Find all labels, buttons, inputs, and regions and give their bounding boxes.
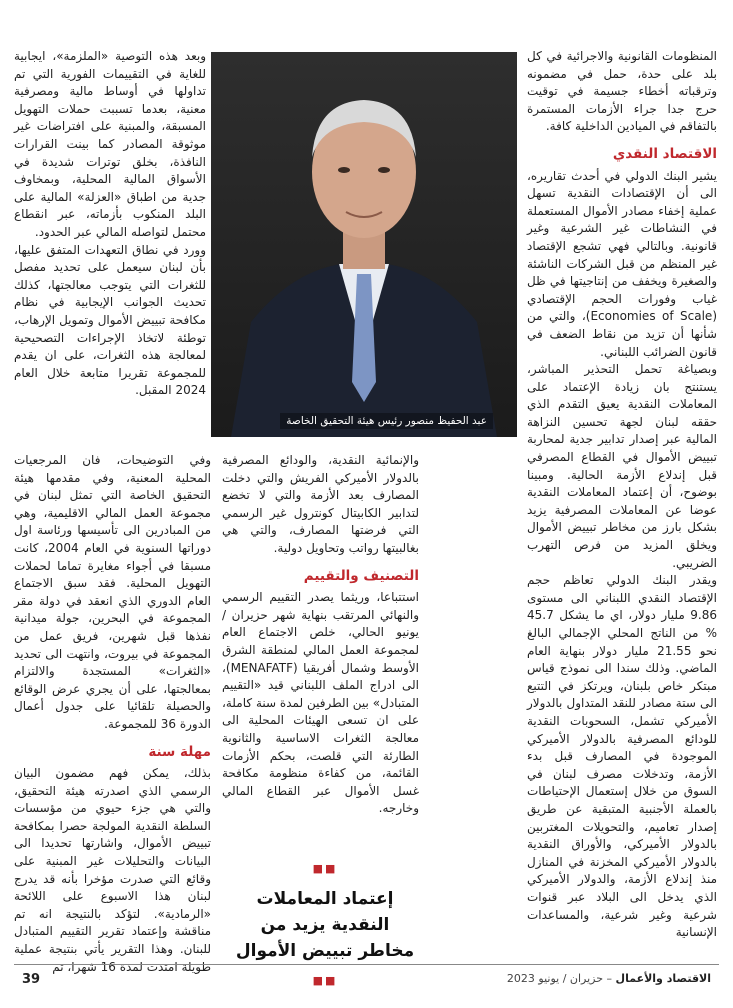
portrait-illustration <box>211 52 517 437</box>
page-footer <box>0 964 733 994</box>
paragraph: وبصياغة تحمل التحذير المباشر، يستنتج بان زيادة الإعتماد على المعاملات النقدية يعيق التقدم الذي حققه لبنان لجهة تحسين النزاهة المالية عبر إصدار تدابير جدية لمحاربة تبييض الأموال في القطاع المصرفي قبل إندلاع الأزمة الحالية. ومبينا بوضوح، أن إعتماد المعاملات النقدية عوضا عن المعاملات المصرفية يزيد بشكل بارز من مخاطر تبييض الأموال ويخلق المزيد من فرص التهرب الضريبي. <box>527 362 717 570</box>
photo-caption: عبد الحفيظ منصور رئيس هيئة التحقيق الخاصة <box>280 413 493 429</box>
paragraph: ويقدر البنك الدولي تعاظم حجم الإقتصاد النقدي اللبناني الى مستوى 9.86 مليار دولار، اي ما يشكل 45.7 % من الناتج المحلي الإجمالي البالغ نحو 21.55 مليار دولار بنهاية العام الماضي. وذلك سندا الى نموذج قياس مبتكر خاص بلبنان، ويرتكز في التتبع الى ستة مصادر للنقد المتداول بالدولار الأميركي تشمل، السحوبات النقدية للودائع المصرفية بالدولار الأميركي الموجودة في المصارف قبل بدء الأزمة، وتدخلات مصرف لبنان في السوق من خلال إستعمال الإحتياطات بالعملة الأجنبية المتبقية عن طريق إصدار تعاميم، والتحويلات المغتربين بالدولار الأميركي، والأوراق النقدية بالدولار الأميركي المخزنة في المنازل منذ إندلاع الأزمة، والدولار الأميركي الذي يدخل الى البلاد عبر قنوات شرعية وغير شرعية، والمساعدات الإنسانية <box>527 573 717 940</box>
article-column-middle-right <box>222 452 419 818</box>
footer-publication <box>507 972 711 985</box>
section-heading-one-year-deadline: مهلة سنة <box>148 743 211 760</box>
paragraph: بذلك، يمكن فهم مضمون البيان الرسمي الذي اصدرته هيئة التحقيق، والتي هي جزء حيوي من مؤسسات السلطة النقدية المولجة حصرا بمكافحة تبييض الأموال، واشارتها تحديدا الى البيانات والتحليلات غير المبنية على وقائع التي صدرت مؤخرا بأنه قد يدرج لبنان هذا الاسبوع على اللائحة «الرمادية». لتؤكد بالنتيجة انه تم مناقشة وإعتماد تقرير التقييم المتبادل للبنان. وهذا التقرير يأتي بنتيجة عملية طويلة امتدت لمدة 16 شهرا، تم <box>14 766 211 974</box>
article-column-right <box>527 48 717 942</box>
paragraph: والإنمائية النقدية، والودائع المصرفية بالدولار الأميركي الفريش والتي دخلت المصارف بعد الأزمة والتي لا تخضع لتدابير الكابيتال كونترول غير الرسمي التي فرضتها المصارف، والتي هي بغالبيتها رواتب وتحاويل دولية. <box>222 453 419 555</box>
paragraph: وورد في نطاق التعهدات المتفق عليها، بأن لبنان سيعمل على تحديد مفصل للثغرات التي يتوجب معالجتها، كذلك تحديث الجوانب الإيجابية في نظام مكافحة تبييض الأموال وتمويل الإرهاب، توطئة لاتخاذ الإجراءات التصحيحية لمعالجة هذه الثغرات، على ان يقدم للمجموعة تقريرا متابعة خلال العام 2024 المقبل. <box>14 242 206 398</box>
paragraph: وفي التوضيحات، فان المرجعيات المحلية المعنية، وفي مقدمها هيئة التحقيق الخاصة التي تمثل لبنان في مجموعة العمل المالي الاقليمية، وهي من المبادرين الى تأسيسها ورئاسة اول دوراتها السنوية في العام 2004، كانت مسبقا في أجواء مغايرة تماما لحملات التهويل المحلية. فقد سبق الاجتماع العام الدوري الذي انعقد في دولة مقر المجموعة في البحرين، جولة ميدانية نفذها قبل شهرين، فريق عمل من المجموعة في بيروت، وانتهت الى تحديد «الثغرات» المستجدة والالتزام بمعالجتها، على أن يجري عرض الوقائع والحصيلة تلقائيا على جدول أعمال الدورة 36 للمجموعة. <box>14 453 211 731</box>
pull-quote-text: إعتماد المعاملات النقدية يزيد من مخاطر تبييض الأموال <box>235 889 415 961</box>
paragraph: يشير البنك الدولي في أحدث تقاريره، الى أن الإقتصادات النقدية تسهل عملية إخفاء مصادر الأموال المستعملة في النشاطات غير الشرعية وغير قانونية. وبالتالي فهي تشجع الإقتصاد غير المنظم من قبل الشركات الناشئة والصغيرة ويخفف من إنتاجيتها في ظل غياب وفورات الحجم الإقتصادي (Economies of Scale)، والتي من شأنها أن تزيد من نقاط الضعف في قانون الضرائب اللبناني. <box>527 168 718 359</box>
article-column-middle-left <box>14 452 211 976</box>
paragraph: المنظومات القانونية والاجرائية في كل بلد على حدة، حمل في مضمونه وترقباته أخطاء جسيمة في توقيت حرج جدا جراء الأزمات المستمرة بالتفاقم في الميادين الداخلية كافة. <box>527 49 717 134</box>
paragraph: استتباعا، وريثما يصدر التقييم الرسمي والنهائي المرتقب بنهاية شهر حزيران / يونيو الحالي، خلص الاجتماع العام لمجموعة العمل المالي لمنطقة الشرق الأوسط وشمال أفريقيا (MENAFATF)، الى ادراج الملف اللبناني قيد «التقييم المتبادل» بين الطرفين لمدة سنة كاملة، على ان تسعى الهيئات المحلية الى معالجة الثغرات الاساسية والثانوية الطارئة التي قلصت، بحكم الأزمات القائمة، من كفاءة منظومة مكافحة غسل الأموال عبر القطاع المالي وخارجه. <box>222 590 419 816</box>
footer-divider <box>14 964 719 965</box>
page-number: 39 <box>22 972 41 987</box>
portrait-photo <box>211 52 517 437</box>
article-column-left <box>14 48 206 400</box>
issue-date: – حزيران / يونيو 2023 <box>506 972 613 985</box>
paragraph: وبعد هذه التوصية «الملزمة»، ايجابية للغاية في التقييمات الفورية التي تم تداولها في أوساط مالية ومصرفية معنية، بعدما تسببت حملات التهويل المسبقة، والمبنية على افتراضات غير موثوقة المصادر كما بينت القرارات النافذة، بخلق توترات شديدة في الأسواق المالية المحلية، وبمخاوف جدية من اطباق «العزلة» المالية على البلد المنكوب بأزماته، عبر انقطاع محتمل لتواصله المالي عبر الحدود. <box>14 49 206 239</box>
section-heading-classification: التصنيف والتقييم <box>303 567 419 584</box>
magazine-name: الاقتصاد والأعمال <box>615 972 711 985</box>
section-heading-cash-economy: الاقتصاد النقدي <box>612 145 717 162</box>
pull-quote-marker-top: ■■ <box>312 862 338 875</box>
pull-quote-marker-bottom: ■■ <box>312 974 338 987</box>
